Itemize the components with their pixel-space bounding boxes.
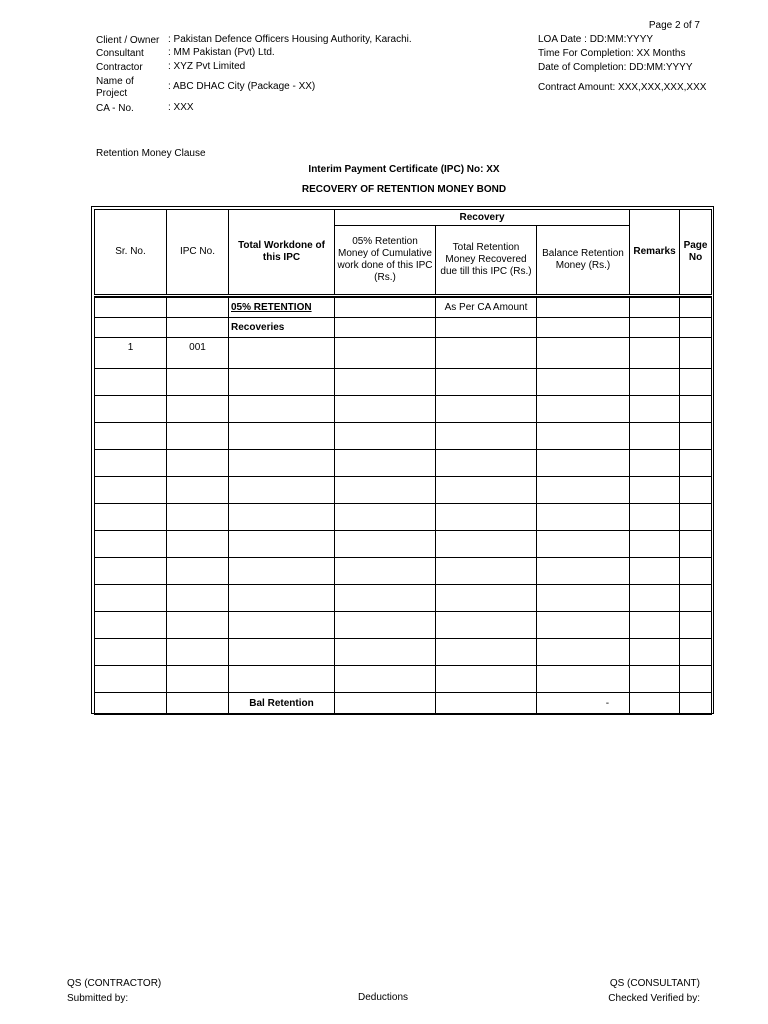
ca-no-label: CA - No. [96, 103, 134, 114]
row-ipc-no: 001 [167, 338, 229, 369]
ipc-title [0, 164, 768, 175]
col-total-recovered: Total Retention Money Recovered due till this IPC (Rs.) [436, 226, 537, 296]
bal-retention-value: - [537, 693, 630, 715]
project-name-value: : ABC DHAC City (Package - XX) [168, 81, 316, 92]
deductions-label: Deductions [358, 992, 409, 1003]
row-sr-no: 1 [95, 338, 167, 369]
consultant-value: : MM Pakistan (Pvt) Ltd. [168, 47, 275, 58]
contractor-value: : XYZ Pvt Limited [168, 61, 246, 72]
qs-consultant-label: QS (CONSULTANT) [609, 978, 700, 989]
col-ipc-no: IPC No. [167, 210, 229, 296]
page-number: Page 2 of 7 [648, 20, 700, 31]
ca-amount-label: As Per CA Amount [436, 298, 537, 318]
col-total-workdone: Total Workdone of this IPC [229, 210, 335, 296]
recoveries-label: Recoveries [229, 318, 335, 338]
retention-table [91, 206, 714, 714]
table-row [95, 338, 712, 369]
qs-contractor-label: QS (CONTRACTOR) [67, 978, 162, 989]
client-owner-label: Client / Owner [96, 35, 160, 46]
consultant-label: Consultant [96, 48, 144, 59]
bal-retention-label: Bal Retention [229, 693, 335, 715]
contractor-label: Contractor [96, 62, 143, 73]
contract-amount: Contract Amount: XXX,XXX,XXX,XXX [538, 82, 707, 93]
date-of-completion: Date of Completion: DD:MM:YYYY [538, 62, 693, 73]
recovery-group-header: Recovery [335, 210, 630, 226]
client-owner-value: : Pakistan Defence Officers Housing Authority, Karachi. [168, 34, 412, 45]
retention-label: 05% RETENTION [229, 298, 335, 318]
ca-no-value: : XXX [168, 102, 194, 113]
submitted-by-label: Submitted by: [67, 993, 129, 1004]
col-remarks: Remarks [630, 210, 680, 296]
loa-date: LOA Date : DD:MM:YYYY [538, 34, 654, 45]
retention-grid [94, 209, 712, 715]
col-balance-retention: Balance Retention Money (Rs.) [537, 226, 630, 296]
col-page-no: Page No [680, 210, 712, 296]
retention-money-clause: Retention Money Clause [96, 148, 206, 159]
time-for-completion: Time For Completion: XX Months [538, 48, 686, 59]
recovery-title: RECOVERY OF RETENTION MONEY BOND [301, 184, 507, 195]
col-retention-money: 05% Retention Money of Cumulative work done of this IPC (Rs.) [335, 226, 436, 296]
ipc-title-prefix: Interim Payment Certificate (IPC) No: [308, 164, 487, 175]
col-sr-no: Sr. No. [95, 210, 167, 296]
project-name-label: Name of Project [96, 76, 134, 99]
checked-verified-by-label: Checked Verified by: [608, 993, 700, 1004]
ipc-number: XX [486, 164, 500, 175]
